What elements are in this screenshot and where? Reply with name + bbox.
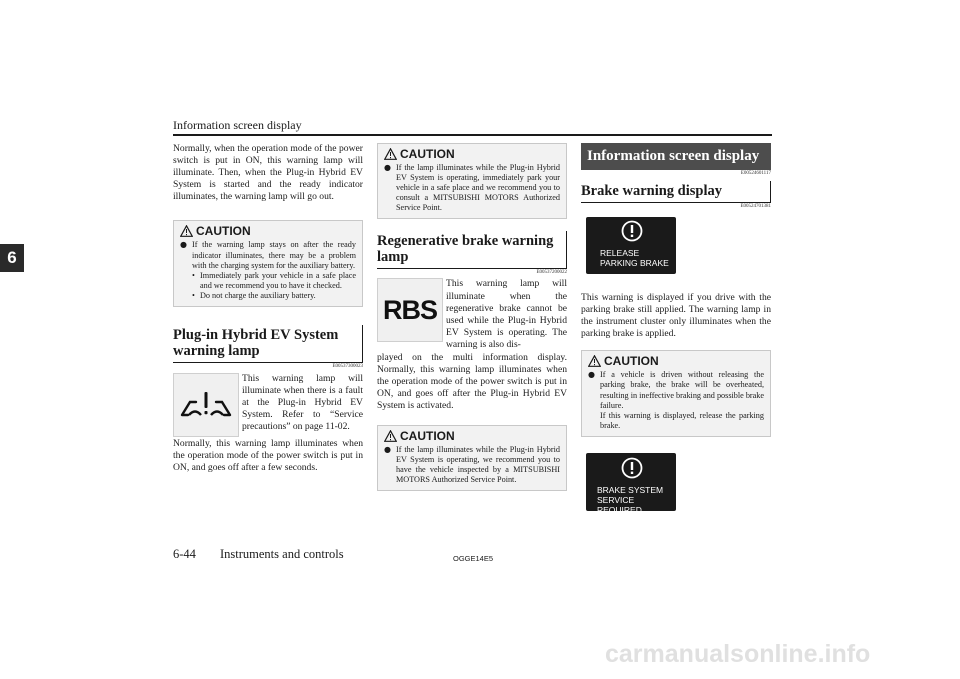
caution-box xyxy=(173,220,363,307)
chapter-title: Instruments and controls xyxy=(220,547,344,561)
lamp-entry xyxy=(173,373,363,437)
sub-item-text: Do not charge the auxiliary battery. xyxy=(200,290,316,300)
caution-text: If the warning lamp stays on after the ready indicator illuminates, there may be a problem with the charging system for the auxiliary battery. xyxy=(192,240,356,270)
sub-item: • Immediately park your vehicle in a safe place and we recommend you to have it checked. xyxy=(192,270,356,290)
caution-item xyxy=(174,240,362,301)
rbs-icon: RBS xyxy=(382,294,437,325)
lamp-image xyxy=(173,373,239,437)
lamp-image xyxy=(377,278,443,342)
chapter-tab: 6 xyxy=(0,244,24,272)
display-line: RELEASE xyxy=(600,248,640,258)
lamp-description: This warning lamp will illuminate when there is a fault at the Plug-in Hybrid EV System. Refer to “Service precautions” on page 11-02. xyxy=(242,373,363,433)
caution-header xyxy=(582,351,770,370)
caution-item xyxy=(582,370,770,431)
section-code: E00537300023 xyxy=(332,364,363,370)
display-text xyxy=(597,485,676,515)
page-number: 6-44 xyxy=(173,547,196,561)
document-code: OGGE14E5 xyxy=(453,554,494,563)
warning-triangle-icon xyxy=(384,430,397,442)
caution-box xyxy=(377,143,567,219)
bullet-icon: ● xyxy=(180,240,187,250)
intro-paragraph: Normally, when the operation mode of the power switch is put in ON, this warning lamp will illuminate. Then, when the Plug-in Hybrid EV System is started and the ready indicator illuminates, the warning lamp will go out. xyxy=(173,143,363,203)
section-code: E00537200022 xyxy=(536,270,567,276)
running-title: Information screen display xyxy=(173,118,302,132)
sub-item: • Do not charge the auxiliary battery. xyxy=(192,290,316,300)
brake-system-service-display xyxy=(586,453,676,515)
brake-warning-text: This warning is displayed if you drive with the parking brake still applied. The warning lamp in the instrument cluster only illuminates when the parking brake is applied. xyxy=(581,292,771,340)
caution-header xyxy=(378,426,566,445)
caution-text: If this warning is displayed, release the parking brake. xyxy=(600,410,764,430)
display-text xyxy=(600,248,669,268)
caution-text: If the lamp illuminates while the Plug-in Hybrid EV System is operating, we recommend you to have the vehicle inspected by a MITSUBISHI MOTORS Authorized Service Point. xyxy=(396,444,560,484)
caution-text: If the lamp illuminates while the Plug-in Hybrid EV System is operating, immediately park your vehicle in a safe place and we recommend you to consult a MITSUBISHI MOTORS Authorized Service Point. xyxy=(396,163,560,213)
lamp-body-text: Normally, this warning lamp illuminates when the operation mode of the power switch is put in ON, and goes off after a few seconds. xyxy=(173,438,363,474)
header-rule xyxy=(173,134,772,136)
section-code: E00524601117 xyxy=(740,171,771,176)
warning-triangle-icon xyxy=(180,225,193,237)
release-parking-brake-display xyxy=(586,217,676,274)
section-title: Brake warning display xyxy=(581,181,771,203)
bullet-icon: ● xyxy=(588,370,595,380)
column-3 xyxy=(581,143,771,515)
display-line: SERVICE REQUIRED xyxy=(597,494,642,515)
caution-header xyxy=(174,221,362,240)
section-title: Regenerative brake warning lamp xyxy=(377,231,567,269)
warning-triangle-icon xyxy=(384,148,397,160)
bullet-icon: ● xyxy=(384,444,391,454)
display-line: BRAKE SYSTEM xyxy=(597,484,664,495)
warning-triangle-icon xyxy=(588,355,601,367)
caution-box xyxy=(377,425,567,491)
caution-label: CAUTION xyxy=(400,428,455,443)
sub-item-text: Immediately park your vehicle in a safe place and we recommend you to have it checked. xyxy=(200,270,356,290)
caution-label: CAUTION xyxy=(604,354,659,369)
caution-header xyxy=(378,144,566,163)
car-warning-icon xyxy=(178,388,234,422)
lamp-description: This warning lamp will illuminate when the regenerative brake cannot be used while the Plug-in Hybrid EV System is operating. The warning is also dis- xyxy=(446,278,567,350)
column-1 xyxy=(173,143,363,474)
caution-box xyxy=(581,350,771,437)
column-2 xyxy=(377,143,567,491)
chapter-section-band: Information screen display xyxy=(581,143,771,170)
section-title: Plug-in Hybrid EV System warning lamp xyxy=(173,325,363,363)
section-code: E00524701381 xyxy=(740,204,771,209)
exclamation-circle-icon xyxy=(621,220,643,242)
caution-item xyxy=(378,445,566,485)
caution-label: CAUTION xyxy=(400,147,455,161)
bullet-icon: ● xyxy=(384,163,391,172)
exclamation-circle-icon xyxy=(621,457,643,479)
caution-text: If a vehicle is driven without releasing the parking brake, the brake will be overheated, resulting in ineffective braking and possible brake failure. xyxy=(600,370,765,410)
lamp-entry xyxy=(377,278,567,351)
watermark: carmanualsonline.info xyxy=(605,640,871,668)
caution-item xyxy=(378,163,566,213)
display-line: PARKING BRAKE xyxy=(600,258,669,268)
caution-label: CAUTION xyxy=(196,224,251,239)
lamp-body-text: played on the multi information display. Normally, this warning lamp illuminates when the operation mode of the power switch is put in ON, and goes off after the Plug-in Hybrid EV System is activated. xyxy=(377,352,567,412)
